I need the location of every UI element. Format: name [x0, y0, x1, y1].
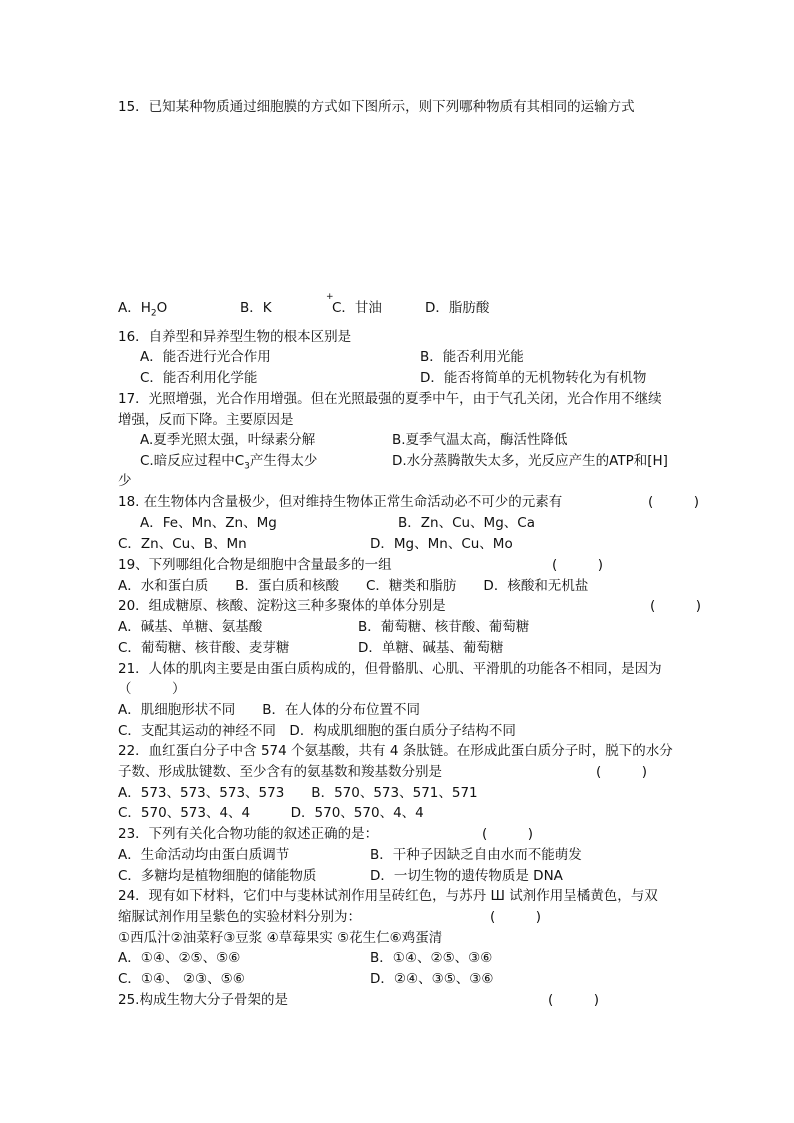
- question-17-option-d: D.水分蒸腾散失太多，光反应产生的ATP和[H]: [392, 453, 668, 469]
- question-16-option-a: A．能否进行光合作用: [140, 349, 271, 365]
- question-21-answer-paren: （ ）: [118, 681, 186, 697]
- question-19-options: A．水和蛋白质 B．蛋白质和核酸 C．糖类和脂肪 D．核酸和无机盐: [118, 578, 589, 594]
- question-15-option-b: B．K: [240, 300, 272, 316]
- question-15-option-c: C．甘油: [332, 300, 382, 316]
- question-18-stem: 18. 在生物体内含量极少，但对维持生物体正常生命活动必不可少的元素有: [118, 494, 563, 510]
- question-16-option-d: D．能否将简单的无机物转化为有机物: [420, 370, 647, 386]
- question-23-stem: 23．下列有关化合物功能的叙述正确的是：: [118, 826, 379, 842]
- question-19-stem: 19、下列哪组化合物是细胞中含量最多的一组: [118, 557, 392, 573]
- question-24-materials: ①西瓜汁②油菜籽③豆浆 ④草莓果实 ⑤花生仁⑥鸡蛋清: [118, 930, 443, 946]
- question-24-answer-paren: ( ): [490, 909, 542, 925]
- question-22-answer-paren: ( ): [596, 764, 648, 780]
- question-18-option-b: B．Zn、Cu、Mg、Ca: [398, 515, 535, 531]
- question-23-option-b: B．干种子因缺乏自由水而不能萌发: [370, 847, 582, 863]
- question-20-stem: 20．组成糖原、核酸、淀粉这三种多聚体的单体分别是: [118, 598, 446, 614]
- question-23-answer-paren: ( ): [482, 826, 534, 842]
- question-17-option-d-continued: 少: [118, 473, 132, 489]
- question-19-answer-paren: ( ): [552, 557, 604, 573]
- question-21-options-cd: C．支配其运动的神经不同 D．构成肌细胞的蛋白质分子结构不同: [118, 723, 516, 739]
- question-20-option-c: C．葡萄糖、核苷酸、麦芽糖: [118, 640, 290, 656]
- question-16-stem: 16．自养型和异养型生物的根本区别是: [118, 329, 352, 345]
- question-24-option-c: C．①④、 ②③、⑤⑥: [118, 971, 245, 987]
- question-20-answer-paren: ( ): [650, 598, 702, 614]
- question-21-stem: 21．人体的肌肉主要是由蛋白质构成的，但骨骼肌、心肌、平滑肌的功能各不相同，是因为: [118, 661, 662, 677]
- question-17-option-b: B.夏季气温太高，酶活性降低: [392, 432, 568, 448]
- question-23-option-d: D．一切生物的遗传物质是 DNA: [370, 868, 563, 884]
- question-15-option-b-superscript: +: [326, 292, 334, 302]
- question-24-stem-continued: 缩脲试剂作用呈紫色的实验材料分别为：: [118, 909, 361, 925]
- question-15-option-d: D．脂肪酸: [425, 300, 490, 316]
- question-18-option-a: A．Fe、Mn、Zn、Mg: [140, 515, 277, 531]
- question-25-answer-paren: ( ): [548, 992, 600, 1008]
- question-20-option-d: D．单糖、碱基、葡萄糖: [358, 640, 504, 656]
- question-22-stem: 22．血红蛋白分子中含 574 个氨基酸，共有 4 条肽链。在形成此蛋白质分子时，脱下的水分: [118, 743, 673, 759]
- question-25-stem: 25.构成生物大分子骨架的是: [118, 992, 288, 1008]
- question-16-option-c: C．能否利用化学能: [140, 370, 258, 386]
- question-23-option-a: A．生命活动均由蛋白质调节: [118, 847, 290, 863]
- question-21-options-ab: A．肌细胞形状不同 B．在人体的分布位置不同: [118, 702, 420, 718]
- question-16-option-b: B．能否利用光能: [420, 349, 524, 365]
- question-24-stem: 24．现有如下材料，它们中与斐林试剂作用呈砖红色，与苏丹 Ш 试剂作用呈橘黄色，与双: [118, 888, 658, 904]
- question-15-option-a: A．$H_2O$: [118, 300, 168, 319]
- question-17-option-a: A.夏季光照太强，叶绿素分解: [140, 432, 316, 448]
- question-24-option-d: D．②④、③⑤、③⑥: [370, 971, 494, 987]
- question-22-stem-continued: 子数、形成肽键数、至少含有的氨基数和羧基数分别是: [118, 764, 442, 780]
- question-17-stem: 17．光照增强，光合作用增强。但在光照最强的夏季中午，由于气孔关闭，光合作用不继续: [118, 391, 662, 407]
- question-18-option-c: C．Zn、Cu、B、Mn: [118, 536, 247, 552]
- question-15-stem: 15．已知某种物质通过细胞膜的方式如下图所示，则下列哪种物质有其相同的运输方式: [118, 99, 635, 115]
- question-18-answer-paren: ( ): [648, 494, 700, 510]
- question-20-option-a: A．碱基、单糖、氨基酸: [118, 619, 263, 635]
- question-22-options-ab: A．573、573、573、573 B．570、573、571、571: [118, 785, 478, 801]
- question-18-option-d: D．Mg、Mn、Cu、Mo: [370, 536, 513, 552]
- question-24-option-b: B．①④、②⑤、③⑥: [370, 950, 493, 966]
- question-20-option-b: B．葡萄糖、核苷酸、葡萄糖: [358, 619, 530, 635]
- question-22-options-cd: C．570、573、4、4 D．570、570、4、4: [118, 805, 424, 821]
- question-17-stem-continued: 增强，反而下降。主要原因是: [118, 412, 294, 428]
- question-17-option-c: C.暗反应过程中$C_3$产生得太少: [140, 453, 318, 472]
- question-24-option-a: A．①④、②⑤、⑤⑥: [118, 950, 241, 966]
- question-23-option-c: C．多糖均是植物细胞的储能物质: [118, 868, 317, 884]
